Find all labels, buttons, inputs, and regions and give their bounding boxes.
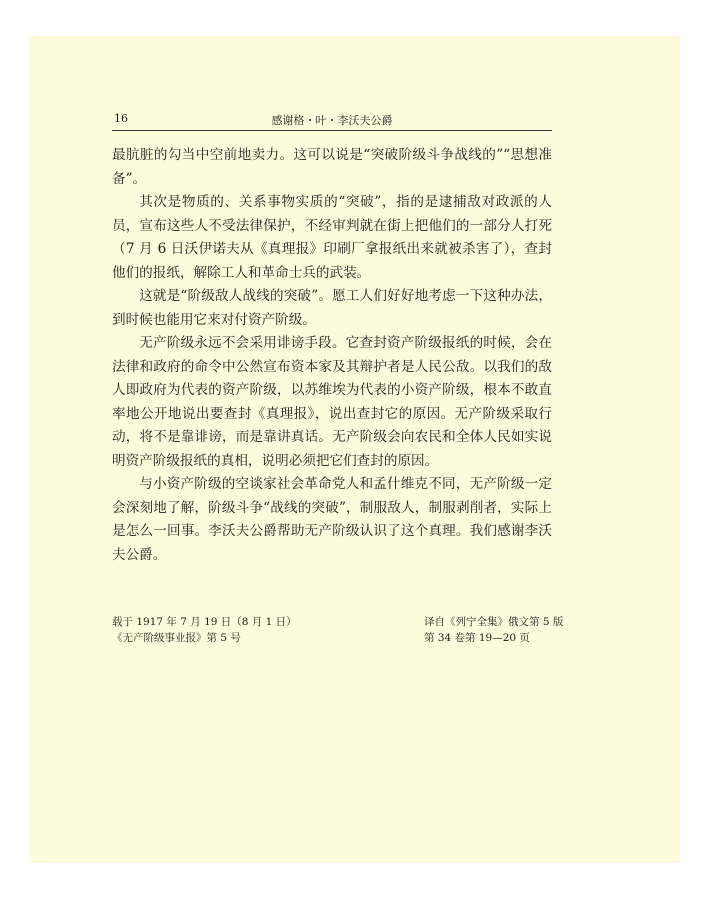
publication-date: 载于 1917 年 7 月 19 日（8 月 1 日） [112, 616, 297, 628]
publication-note [112, 614, 297, 646]
page-number: 16 [114, 112, 128, 125]
paragraph: 与小资产阶级的空谈家社会革命党人和孟什维克不同，无产阶级一定会深刻地了解，阶级斗争“战线的突破”，制服敌人，制服剥削者，实际上是怎么一回事。李沃夫公爵帮助无产阶级认识了这个真理。我们感谢李沃夫公爵。 [112, 476, 552, 563]
page-header [112, 110, 552, 131]
running-title: 感谢格・叶・李沃夫公爵 [271, 114, 393, 127]
paragraph: 无产阶级永远不会采用诽谤手段。它查封资产阶级报纸的时候，会在法律和政府的命令中公然宣布资本家及其辩护者是人民公敌。以我们的敌人即政府为代表的资产阶级，以苏维埃为代表的小资产阶级，根本不敢直率地公开地说出要查封《真理报》，说出查封它的原因。无产阶级采取行动，将不是靠诽谤，而是靠讲真话。无产阶级会向农民和全体人民如实说明资产阶级报纸的真相，说明必须把它们查封的原因。 [112, 335, 552, 469]
paragraph: 这就是“阶级敌人战线的突破”。愿工人们好好地考虑一下这种办法，到时候也能用它来对付资产阶级。 [112, 288, 552, 328]
translation-source: 译自《列宁全集》俄文第 5 版 [424, 616, 564, 628]
main-text [112, 144, 552, 567]
publication-source: 《无产阶级事业报》第 5 号 [112, 632, 241, 644]
translation-note [424, 614, 563, 646]
paragraph: 最肮脏的勾当中空前地卖力。这可以说是“突破阶级斗争战线的”“思想准备”。 [112, 147, 552, 187]
paragraph: 其次是物质的、关系事物实质的“突破”，指的是逮捕敌对政派的人员，宣布这些人不受法律保护，不经审判就在街上把他们的一部分人打死（7 月 6 日沃伊诺夫从《真理报》印刷厂拿报纸出来就被杀害了），查封他们的报纸，解除工人和革命士兵的武装。 [112, 194, 552, 281]
translation-pages: 第 34 卷第 19—20 页 [424, 632, 530, 644]
